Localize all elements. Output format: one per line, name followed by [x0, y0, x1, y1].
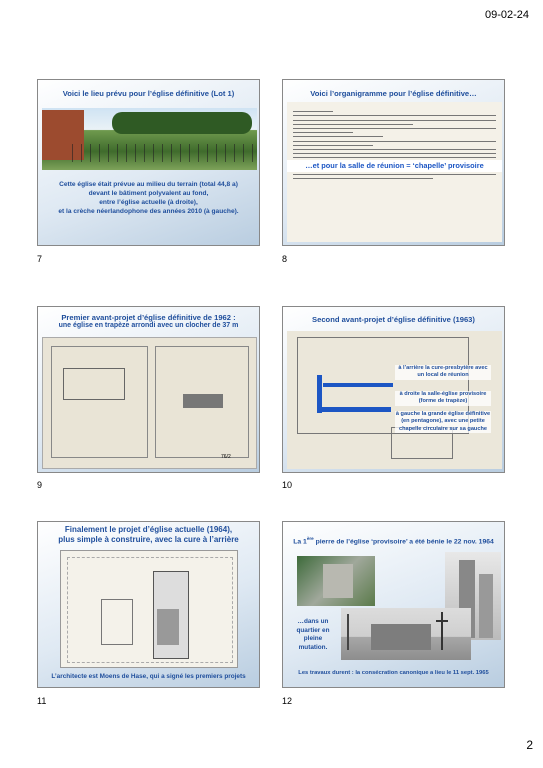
- slide-7: [37, 79, 260, 246]
- slide-9: [37, 306, 260, 473]
- label-rear: à l’arrière la cure-presbytère avec un local de réunion: [395, 365, 491, 380]
- label-left: à gauche la grande église définitive (en pentagone), avec une petite chapelle circulaire sur sa gauche: [395, 411, 491, 432]
- slide-caption: Les travaux durent : la consécration canonique a lieu le 11 sept. 1965: [298, 670, 489, 676]
- terrain-photo: [42, 108, 257, 170]
- highlight-banner: …et pour la salle de réunion = ‘chapelle’ provisoire: [287, 160, 502, 172]
- slide-caption: L’architecte est Moens de Hase, qui a signé les premiers projets: [51, 673, 246, 680]
- fence: [72, 144, 257, 162]
- slide-number: 10: [282, 480, 293, 490]
- slide-title: Premier avant-projet d’église définitive de 1962 : une église en trapèze arrondi avec un clocher de 37 m: [58, 313, 239, 330]
- slide-11: [37, 521, 260, 688]
- architectural-plan: 76/2: [42, 337, 257, 469]
- label-right: à droite la salle-église provisoire (forme de trapèze): [395, 391, 491, 406]
- typed-document: [287, 102, 502, 242]
- arrow-horizontal-icon: [323, 383, 393, 387]
- slide-caption: Cette église était prévue au milieu du terrain (total 44,8 a) devant le bâtiment polyvalent au fond, entre l’église actuelle (à droite), et la crèche néerlandophone des années 2010 (à gauche).: [58, 181, 239, 215]
- slide-8: [282, 79, 505, 246]
- slide-title: Voici le lieu prévu pour l’église définitive (Lot 1): [62, 89, 235, 98]
- slide-number: 12: [282, 696, 293, 706]
- church-photo: [341, 608, 471, 660]
- neighbourhood-caption: …dans un quartier en pleine mutation.: [296, 618, 330, 651]
- slide-title: Finalement le projet d’église actuelle (1964), plus simple à construire, avec la cure à l’arrière: [58, 525, 239, 544]
- slide-12: [282, 521, 505, 688]
- slide-number: 8: [282, 254, 288, 264]
- slide-title: La 1ère pierre de l’église ‘provisoire’ a été bénie le 22 nov. 1964: [293, 536, 494, 546]
- slide-title: Voici l’organigramme pour l’église définitive…: [310, 89, 477, 98]
- slide-title: Second avant-projet d’église définitive (1963): [312, 315, 475, 324]
- arrow-right-icon: [321, 407, 391, 412]
- slide-number: 7: [37, 254, 43, 264]
- slide-10: [282, 306, 505, 473]
- trees: [112, 112, 252, 134]
- print-date: 09-02-24: [484, 9, 529, 21]
- slide-number: 11: [37, 696, 47, 706]
- foundation-stone-photo: [297, 556, 375, 606]
- page-number: 2: [526, 738, 533, 752]
- floor-plan: [60, 550, 238, 668]
- slide-number: 9: [37, 480, 43, 490]
